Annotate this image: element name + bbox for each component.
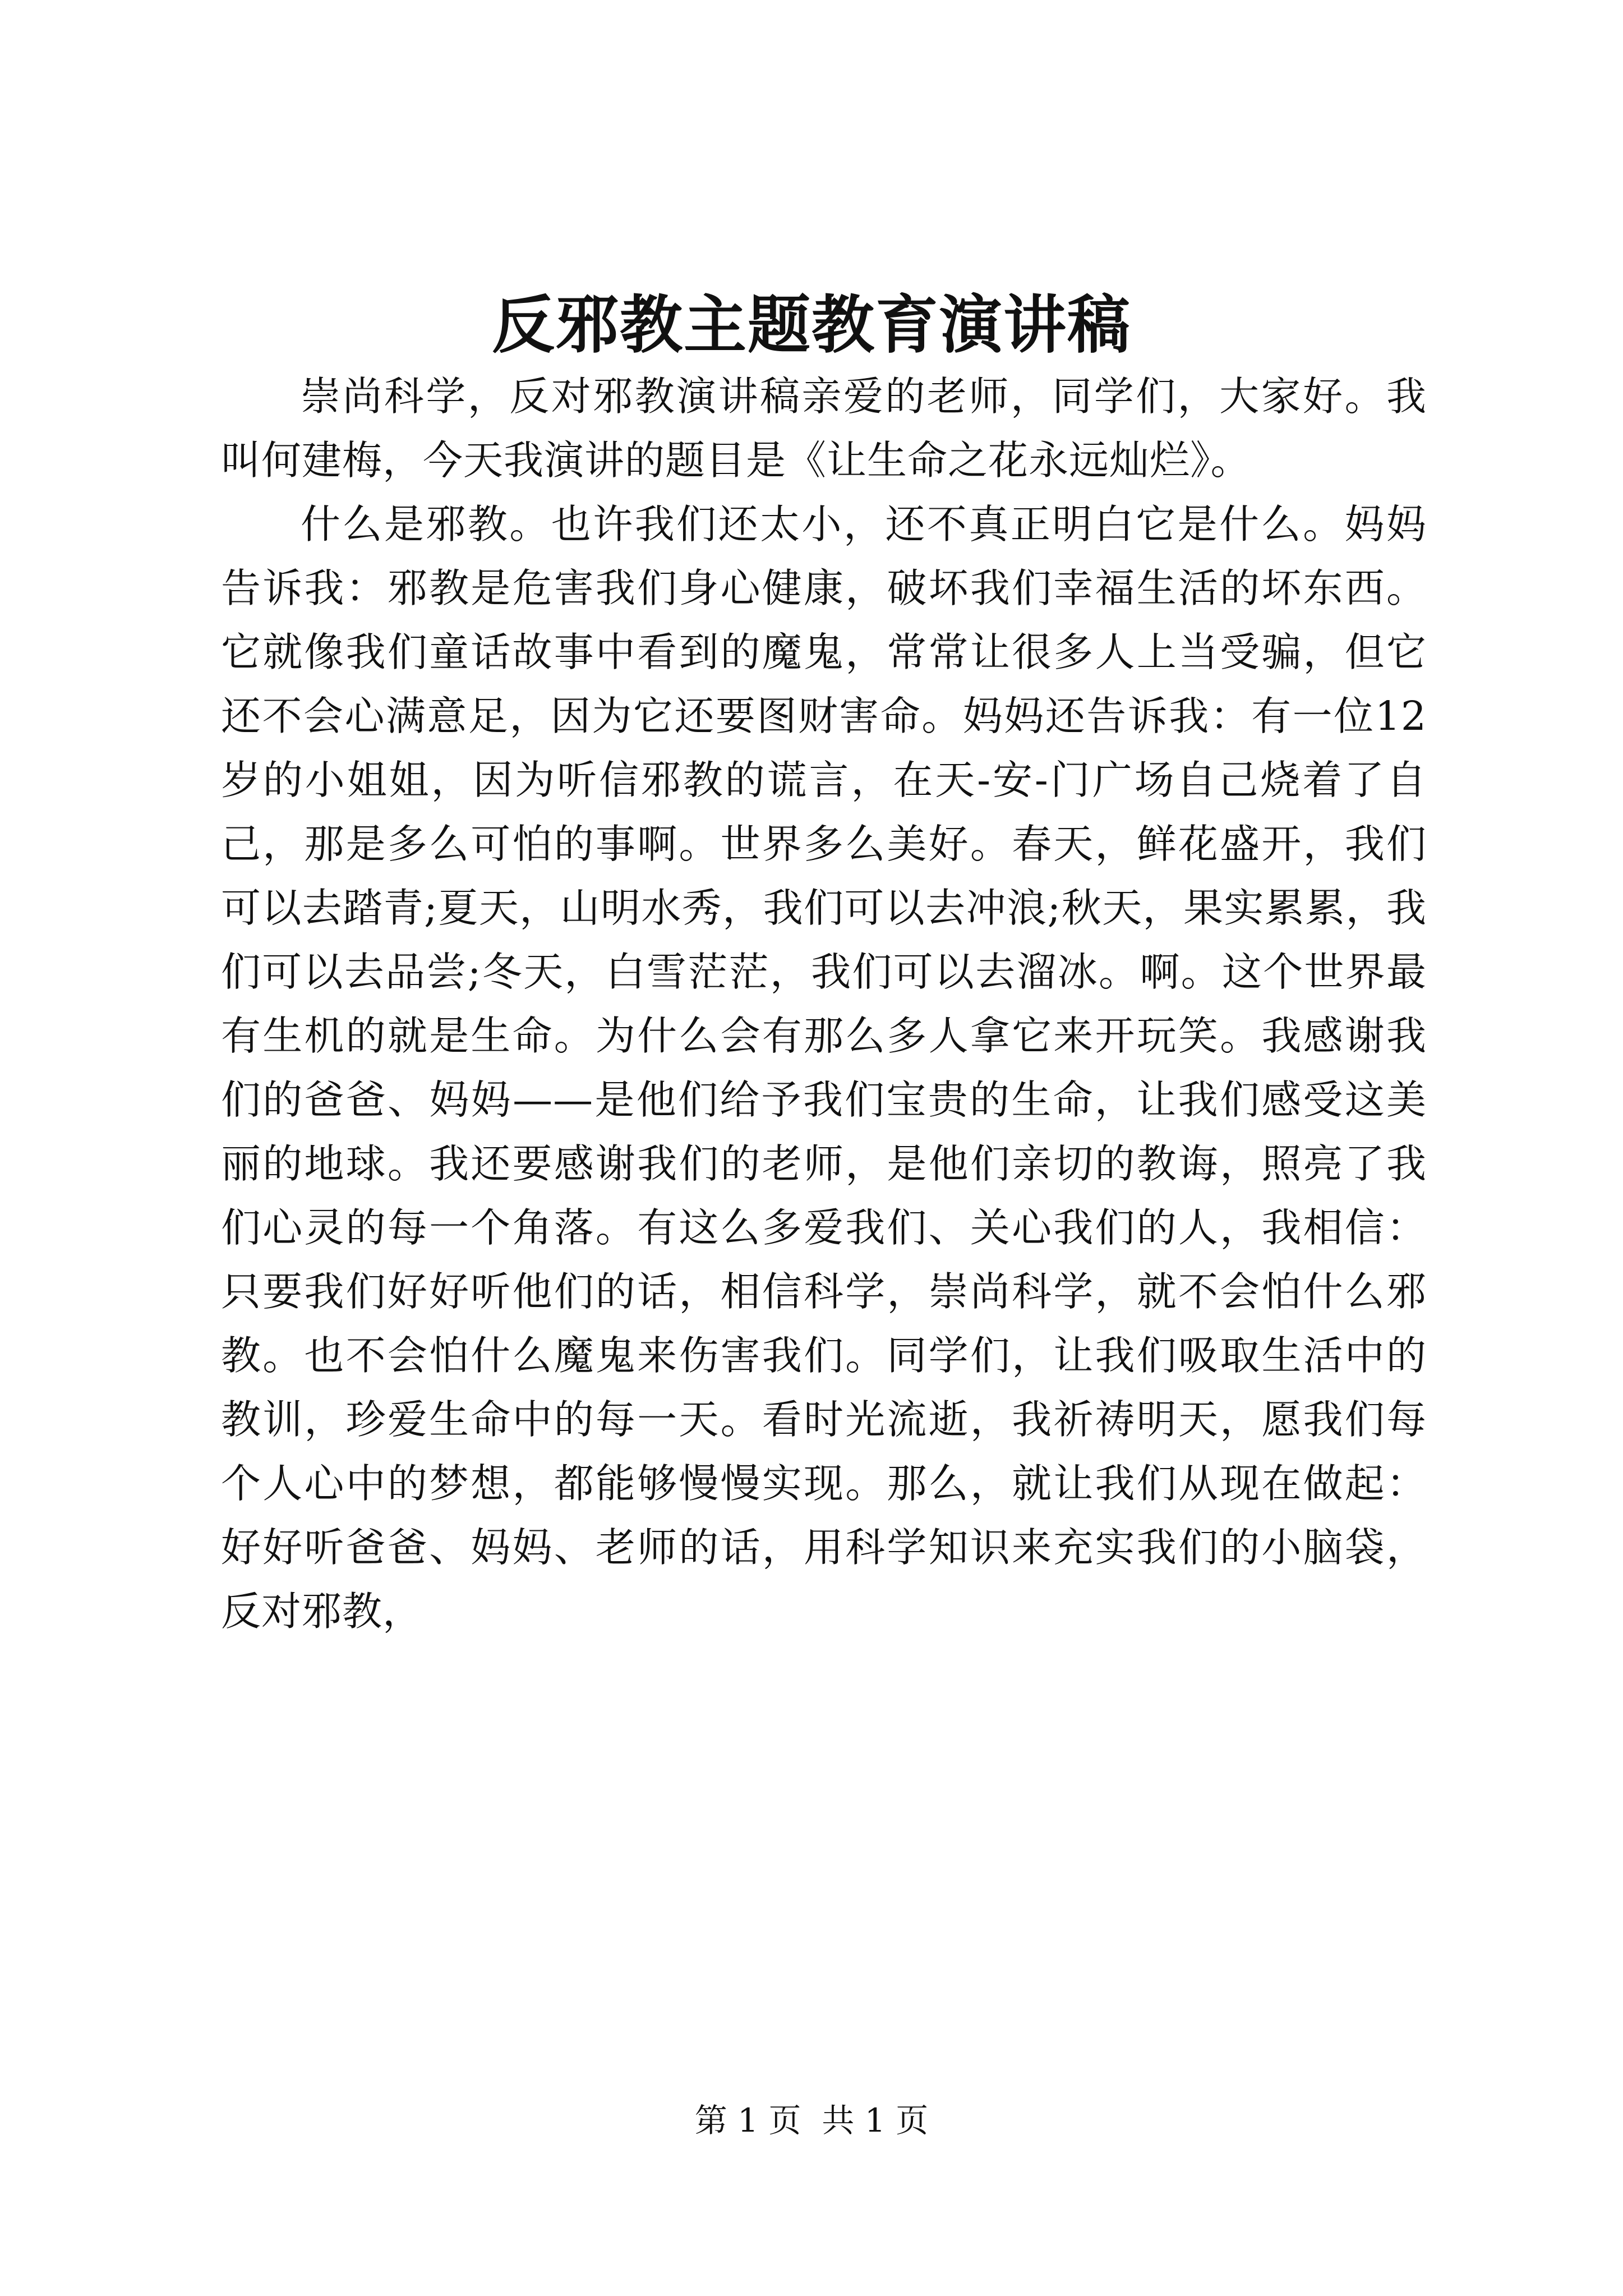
document-body	[221, 365, 1427, 1644]
page-title: 反邪教主题教育演讲稿	[492, 288, 1131, 362]
page-footer: 第 1 页 共 1 页	[694, 2101, 929, 2139]
paragraph-intro: 崇尚科学，反对邪教演讲稿亲爱的老师，同学们，大家好。我叫何建梅，今天我演讲的题目是《让生命之花永远灿烂》。	[221, 373, 1427, 484]
paragraph-main: 什么是邪教。也许我们还太小，还不真正明白它是什么。妈妈告诉我：邪教是危害我们身心健康，破坏我们幸福生活的坏东西。它就像我们童话故事中看到的魔鬼，常常让很多人上当受骗，但它还不会心满意足，因为它还要图财害命。妈妈还告诉我：有一位12岁的小姐姐，因为听信邪教的谎言，在天-安-门广场自己烧着了自己，那是多么可怕的事啊。世界多么美好。春天，鲜花盛开，我们可以去踏青;夏天，山明水秀，我们可以去冲浪;秋天，果实累累，我们可以去品尝;冬天，白雪茫茫，我们可以去溜冰。啊。这个世界最有生机的就是生命。为什么会有那么多人拿它来开玩笑。我感谢我们的爸爸、妈妈——是他们给予我们宝贵的生命，让我们感受这美丽的地球。我还要感谢我们的老师，是他们亲切的教诲，照亮了我们心灵的每一个角落。有这么多爱我们、关心我们的人，我相信：只要我们好好听他们的话，相信科学，崇尚科学，就不会怕什么邪教。也不会怕什么魔鬼来伤害我们。同学们，让我们吸取生活中的教训，珍爱生命中的每一天。看时光流逝，我祈祷明天，愿我们每个人心中的梦想，都能够慢慢实现。那么，就让我们从现在做起：好好听爸爸、妈妈、老师的话，用科学知识来充实我们的小脑袋，反对邪教，	[221, 501, 1427, 1635]
